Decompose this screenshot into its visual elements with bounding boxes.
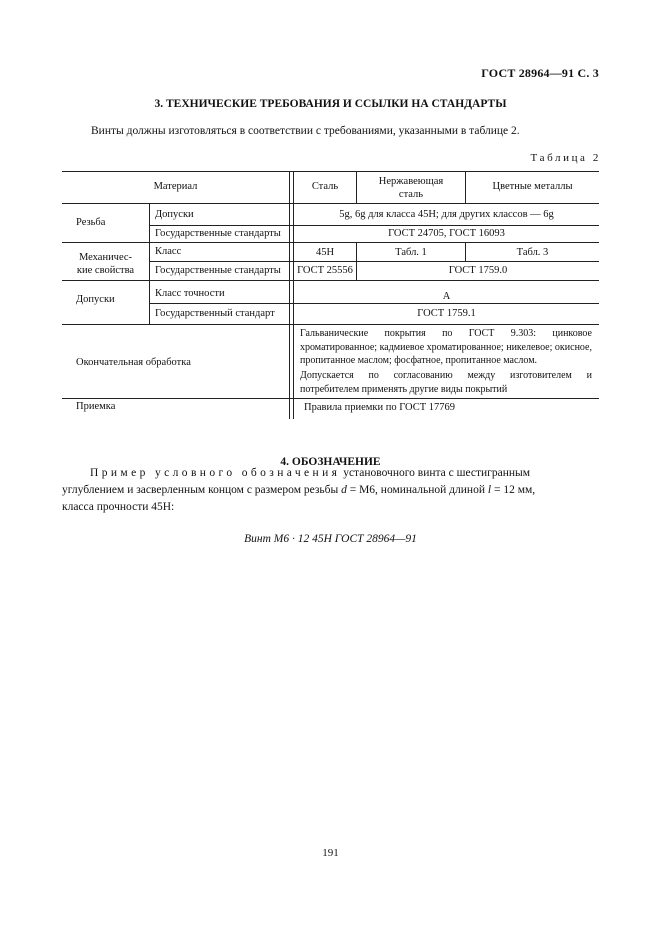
mech-standards-label: Государственные стандарты [155,265,281,276]
accuracy-class-label: Класс точности [155,288,225,299]
thread-standards-label: Государственные стандарты [155,228,281,239]
finish-coatings-text: Гальванические покрытия по ГОСТ 9.303: цинковое хроматированное; кадмиевое хроматированное; никелевое; окисное, пропитанное маслом; фосфатное, пропитанное маслом. [300,328,592,367]
l-symbol: l [487,484,492,496]
accuracy-class-value: A [442,291,451,302]
section-3-intro: Винты должны изготовляться в соответствии с требованиями, указанными в таблице 2. [91,125,520,137]
mech-class-label: Класс [155,246,182,257]
table-caption: Таблица 2 [530,152,601,164]
example-spaced-lead: Пример условного обозначения [90,467,341,479]
header-steel: Сталь [311,181,339,192]
mech-standards-steel: ГОСТ 25556 [297,265,353,276]
l-value: = 12 мм, [493,484,536,496]
thread-standards-value: ГОСТ 24705, ГОСТ 16093 [388,228,505,239]
mech-class-steel: 45H [315,247,335,258]
thread-tolerance-value: 5g, 6g для класса 45H; для других классов — 6g [339,209,554,220]
section-4-title: 4. ОБОЗНАЧЕНИЕ [280,456,381,468]
example-line2-pre: углублением и засверленным концом с размером резьбы [62,484,339,496]
example-line1-rest: установочного винта с шестигранным [343,467,531,479]
row-thread-label: Резьба [76,217,106,228]
page-number: 191 [322,847,339,859]
mech-standards-other: ГОСТ 1759.0 [448,265,508,276]
acceptance-value: Правила приемки по ГОСТ 17769 [304,402,456,413]
document-reference: ГОСТ 28964—91 С. 3 [481,66,599,80]
thread-tolerance-label: Допуски [155,209,194,220]
tolerances-standard-value: ГОСТ 1759.1 [417,308,476,319]
example-line3: класса прочности 45H: [62,501,175,513]
tolerances-standard-label: Государственный стандарт [155,308,275,319]
d-symbol: d [341,484,347,496]
header-stainless-line2: сталь [398,189,424,200]
header-material: Материал [153,181,198,192]
mech-class-nonferrous: Табл. 3 [516,247,549,258]
row-tolerances-label: Допуски [76,294,115,305]
d-value: = M6, номинальной длиной [349,484,485,496]
header-nonferrous: Цветные металлы [492,181,573,192]
section-3-title: 3. ТЕХНИЧЕСКИЕ ТРЕБОВАНИЯ И ССЫЛКИ НА СТАНДАРТЫ [154,98,507,110]
mech-class-stainless: Табл. 1 [395,247,427,258]
designation-example [62,465,599,516]
row-acceptance-label: Приемка [76,401,116,412]
finish-agreement-text: Допускается по согласованию между изготовителем и потребителем применять другие виды покрытий [300,370,592,395]
designation-formula: Винт M6 · 12 45H ГОСТ 28964—91 [244,533,417,545]
header-stainless-line1: Нержавеющая [378,176,444,187]
row-finish-label: Окончательная обработка [76,357,191,368]
row-mech-label-line1: Механичес- [78,252,133,263]
row-mech-label-line2: кие свойства [76,265,135,276]
